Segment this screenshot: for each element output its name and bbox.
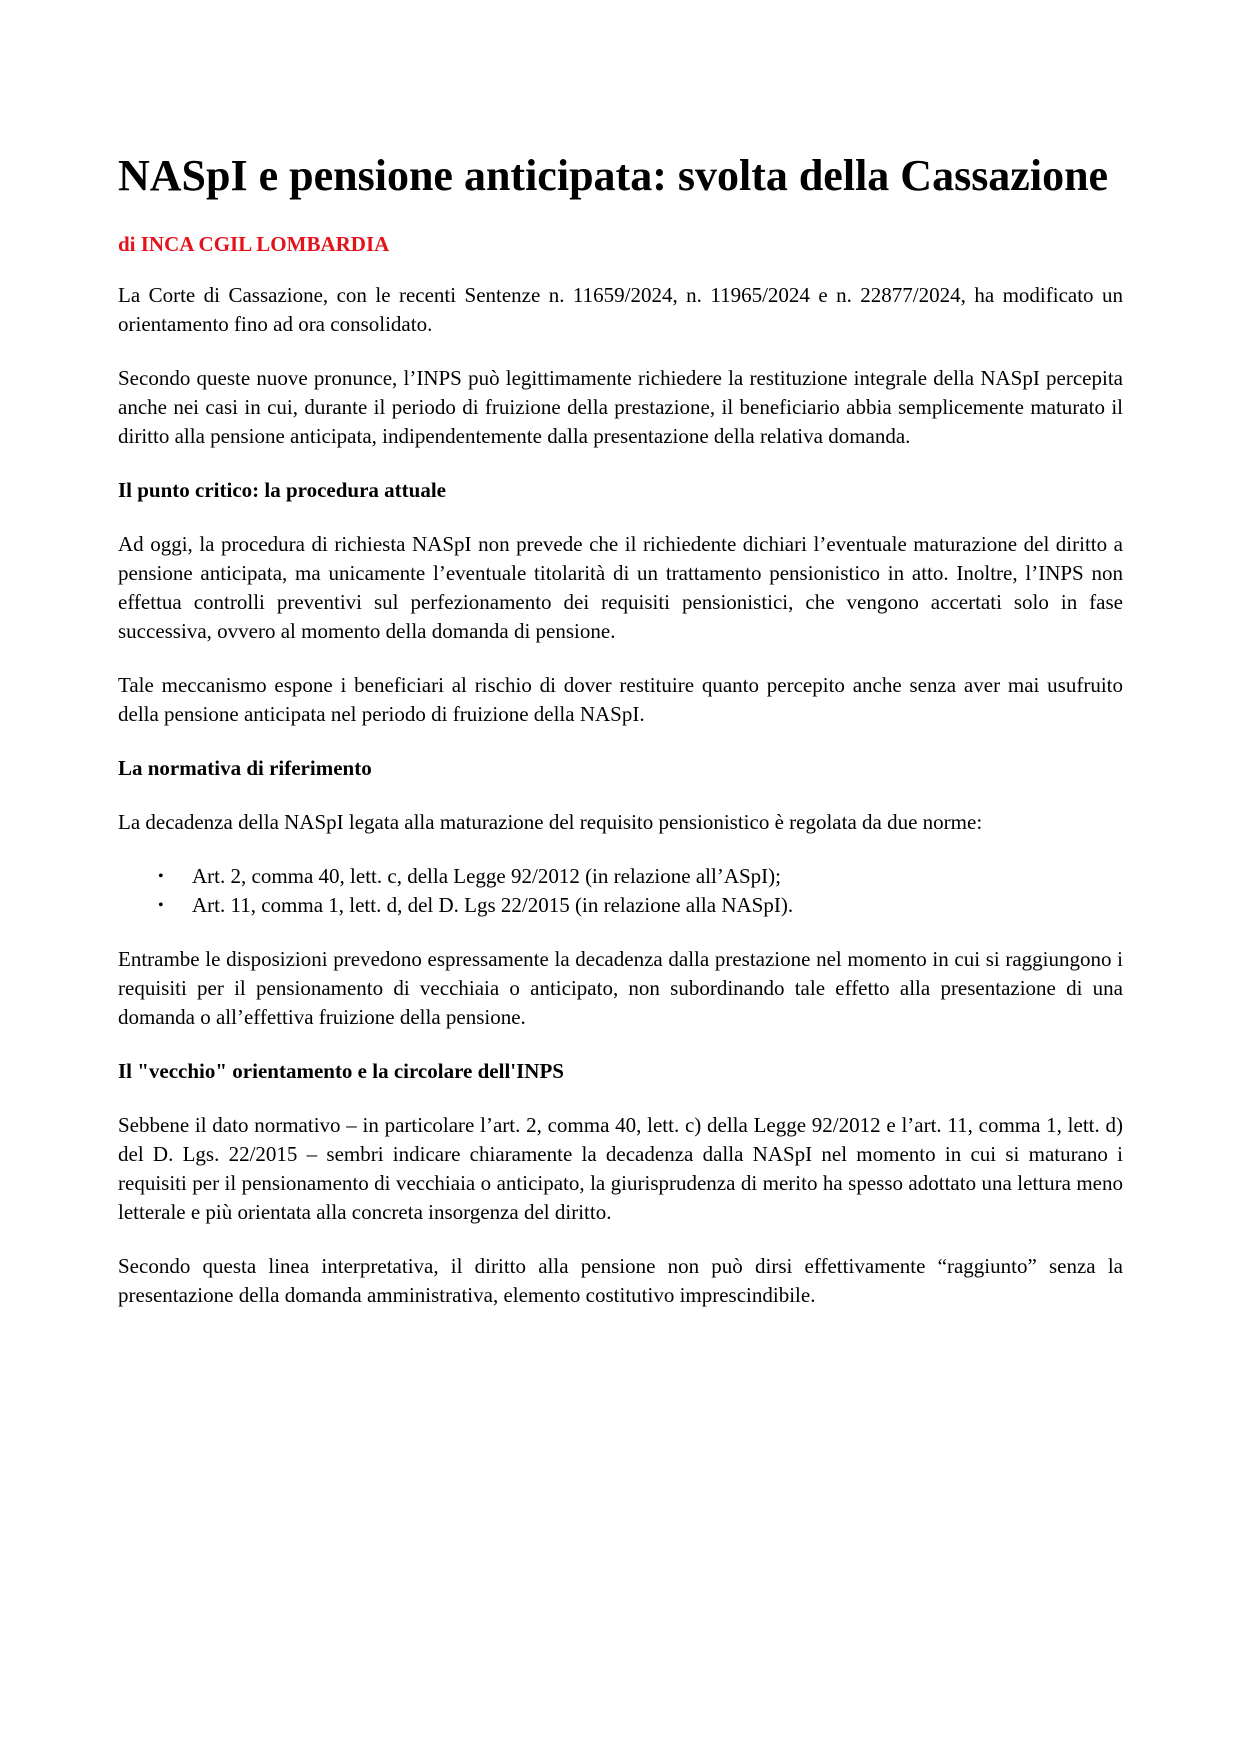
paragraph-current-procedure: Ad oggi, la procedura di richiesta NASpI non prevede che il richiedente dichiari l’eventuale maturazione del diritto a pensione anticipata, ma unicamente l’eventuale titolarità di un trattamento pensionistico in atto. Inoltre, l’INPS non effettua controlli preventivi sul perfezionamento dei requisiti pensionistici, che vengono accertati solo in fase successiva, ovvero al momento della domanda di pensione. <box>118 532 1123 643</box>
document-body <box>118 148 1123 1310</box>
paragraph-legislation-intro: La decadenza della NASpI legata alla maturazione del requisito pensionistico è regolata da due norme: <box>118 810 983 834</box>
paragraph-interpretation: Secondo questa linea interpretativa, il diritto alla pensione non può dirsi effettivamente “raggiunto” senza la presentazione della domanda amministrativa, elemento costitutivo imprescindibile. <box>118 1254 1123 1307</box>
paragraph-new-rulings: Secondo queste nuove pronunce, l’INPS può legittimamente richiedere la restituzione integrale della NASpI percepita anche nei casi in cui, durante il periodo di fruizione della prestazione, il beneficiario abbia semplicemente maturato il diritto alla pensione anticipata, indipendentemente dalla presentazione della relativa domanda. <box>118 366 1123 448</box>
document-title: NASpI e pensione anticipata: svolta della Cassazione <box>118 151 1109 200</box>
list-item-text: Art. 11, comma 1, lett. d, del D. Lgs 22/2015 (in relazione alla NASpI). <box>192 893 794 917</box>
paragraph-provisions: Entrambe le disposizioni prevedono espressamente la decadenza dalla prestazione nel momento in cui si raggiungono i requisiti per il pensionamento di vecchiaia o anticipato, non subordinando tale effetto alla presentazione di una domanda o all’effettiva fruizione della pensione. <box>118 947 1123 1029</box>
paragraph-intro: La Corte di Cassazione, con le recenti Sentenze n. 11659/2024, n. 11965/2024 e n. 22877/2024, ha modificato un orientamento fino ad ora consolidato. <box>118 283 1123 336</box>
author-byline: di INCA CGIL LOMBARDIA <box>118 232 390 256</box>
bullet-icon: • <box>158 897 164 914</box>
paragraph-risk: Tale meccanismo espone i beneficiari al rischio di dover restituire quanto percepito anche senza aver mai usufruito della pensione anticipata nel periodo di fruizione della NASpI. <box>118 673 1123 726</box>
list-item <box>118 862 1123 891</box>
list-item <box>118 891 1123 920</box>
legislation-list <box>118 862 1123 920</box>
list-item-text: Art. 2, comma 40, lett. c, della Legge 92/2012 (in relazione all’ASpI); <box>192 864 781 888</box>
section-heading-critical-point: Il punto critico: la procedura attuale <box>118 478 447 502</box>
paragraph-case-law: Sebbene il dato normativo – in particolare l’art. 2, comma 40, lett. c) della Legge 92/2012 e l’art. 11, comma 1, lett. d) del D. Lgs. 22/2015 – sembri indicare chiaramente la decadenza dalla NASpI nel momento in cui si maturano i requisiti per il pensionamento di vecchiaia o anticipato, la giurisprudenza di merito ha spesso adottato una lettura meno letterale e più orientata alla concreta insorgenza del diritto. <box>118 1113 1123 1224</box>
bullet-icon: • <box>158 868 164 885</box>
section-heading-legislation: La normativa di riferimento <box>118 756 372 780</box>
section-heading-old-orientation: Il "vecchio" orientamento e la circolare dell'INPS <box>118 1059 564 1083</box>
